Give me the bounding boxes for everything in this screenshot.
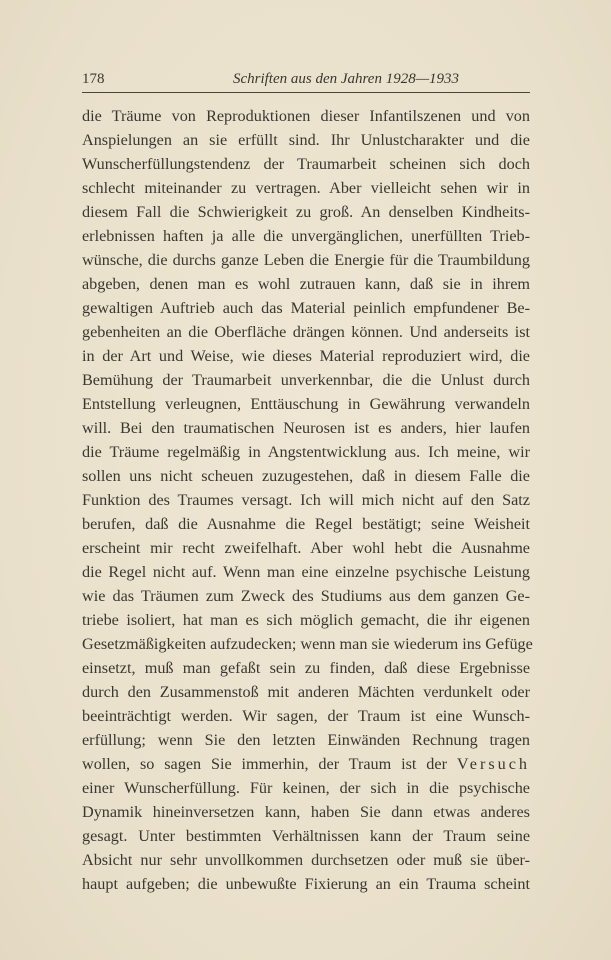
line-text: erfüllung; wenn Sie den letzten Einwänden Rechnung tragen	[82, 731, 530, 749]
line-text: wollen, so sagen Sie immerhin, der Traum ist der	[82, 755, 447, 773]
line-text: erlebnissen haften ja alle die unvergänglichen, unerfüllten Trieb-	[82, 227, 530, 245]
line-text: Gesetzmäßigkeiten aufzudecken; wenn man sie wiederum ins Gefüge	[82, 635, 533, 653]
text-line	[82, 272, 530, 296]
line-text: gewaltigen Auftrieb auch das Material peinlich empfundener Be-	[82, 299, 530, 317]
line-text: Wunscherfüllungstendenz der Traumarbeit scheinen sich doch	[82, 155, 530, 173]
line-text: haupt aufgeben; die unbewußte Fixierung an ein Trauma scheint	[82, 875, 530, 893]
text-line	[82, 512, 530, 536]
line-text: die Regel nicht auf. Wenn man eine einzelne psychische Leistung	[82, 563, 530, 581]
line-text: wünsche, die durchs ganze Leben die Energie für die Traumbildung	[82, 251, 530, 269]
line-text: beeinträchtigt werden. Wir sagen, der Traum ist eine Wunsch-	[82, 707, 530, 725]
page-header	[82, 71, 530, 91]
emphasized-word: Versuch	[456, 755, 531, 773]
text-line	[82, 392, 530, 416]
line-text: abgeben, denen man es wohl zutrauen kann, daß sie in ihrem	[82, 275, 530, 293]
line-text: Entstellung verleugnen, Enttäuschung in Gewährung verwandeln	[82, 395, 530, 413]
text-line	[82, 536, 530, 560]
text-line	[82, 632, 533, 656]
text-line	[82, 344, 530, 368]
page-number: 178	[82, 71, 105, 87]
text-line	[82, 680, 530, 704]
text-line	[82, 848, 530, 872]
line-text: Anspielungen an sie erfüllt sind. Ihr Unlustcharakter und die	[82, 131, 530, 149]
header-rule	[82, 92, 530, 93]
text-line	[82, 176, 530, 200]
text-line	[82, 104, 530, 128]
line-text: einer Wunscherfüllung. Für keinen, der sich in die psychische	[82, 779, 530, 797]
line-text: gebenheiten an die Oberfläche drängen können. Und anderseits ist	[82, 323, 530, 341]
text-line	[82, 416, 530, 440]
line-text: durch den Zusammenstoß mit anderen Mächten verdunkelt oder	[82, 683, 530, 701]
text-line	[82, 752, 530, 776]
text-line	[82, 704, 530, 728]
line-text: gesagt. Unter bestimmten Verhältnissen kann der Traum seine	[82, 827, 530, 845]
line-text: wie das Träumen zum Zweck des Studiums aus dem ganzen Ge-	[82, 587, 530, 605]
text-line	[82, 128, 530, 152]
text-line	[82, 824, 530, 848]
line-text: die Träume regelmäßig in Angstentwicklung aus. Ich meine, wir	[82, 443, 530, 461]
text-line	[82, 560, 530, 584]
text-line	[82, 368, 530, 392]
text-line	[82, 776, 530, 800]
line-text: einsetzt, muß man gefaßt sein zu finden, daß diese Ergebnisse	[82, 659, 530, 677]
text-line	[82, 464, 530, 488]
text-line	[82, 800, 530, 824]
line-text: schlecht miteinander zu vertragen. Aber vielleicht sehen wir in	[82, 179, 530, 197]
text-line	[82, 224, 530, 248]
text-line	[82, 440, 530, 464]
line-text: Bemühung der Traumarbeit unverkennbar, die die Unlust durch	[82, 371, 530, 389]
line-text: in der Art und Weise, wie dieses Material reproduziert wird, die	[82, 347, 530, 365]
line-text: diesem Fall die Schwierigkeit zu groß. An denselben Kindheits-	[82, 203, 530, 221]
line-text: Funktion des Traumes versagt. Ich will mich nicht auf den Satz	[82, 491, 530, 509]
text-line	[82, 200, 530, 224]
line-text: die Träume von Reproduktionen dieser Infantilszenen und von	[82, 107, 530, 125]
text-line	[82, 584, 530, 608]
text-line	[82, 488, 530, 512]
running-title: Schriften aus den Jahren 1928—1933	[232, 71, 460, 87]
line-text: berufen, daß die Ausnahme die Regel bestätigt; seine Weisheit	[82, 515, 530, 533]
line-text: sollen uns nicht scheuen zuzugestehen, daß in diesem Falle die	[82, 467, 530, 485]
text-line	[82, 320, 530, 344]
text-line	[82, 872, 530, 896]
line-text: will. Bei den traumatischen Neurosen ist es anders, hier laufen	[82, 419, 530, 437]
line-text: erscheint mir recht zweifelhaft. Aber wohl hebt die Ausnahme	[82, 539, 530, 557]
text-line	[82, 296, 530, 320]
text-line	[82, 608, 530, 632]
text-line	[82, 656, 530, 680]
line-text: Dynamik hineinversetzen kann, haben Sie dann etwas anderes	[82, 803, 530, 821]
text-line	[82, 728, 530, 752]
line-text: Absicht nur sehr unvollkommen durchsetzen oder muß sie über-	[82, 851, 530, 869]
text-line	[82, 152, 530, 176]
text-line	[82, 248, 530, 272]
body-text	[82, 104, 533, 896]
line-text: triebe isoliert, hat man es sich möglich gemacht, die ihr eigenen	[82, 611, 530, 629]
